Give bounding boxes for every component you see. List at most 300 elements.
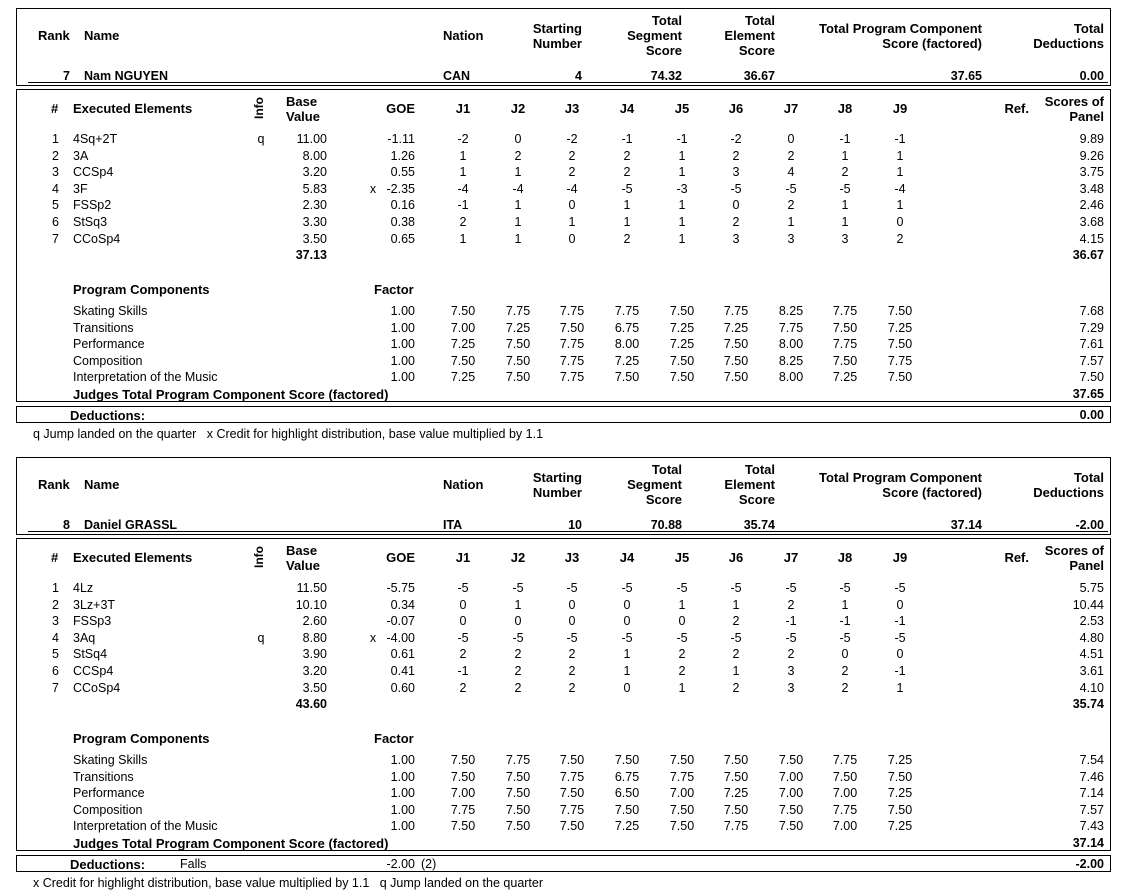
component-judge-score: 7.50 xyxy=(450,819,476,834)
element-judge-score: -5 xyxy=(839,581,851,595)
element-judge-score: 2 xyxy=(459,647,467,662)
component-judge-score: 7.75 xyxy=(559,353,585,368)
element-judge-score: -1 xyxy=(894,132,906,146)
col-goe-header: GOE xyxy=(386,101,415,116)
component-judge-score: 7.50 xyxy=(723,802,749,817)
element-judge-score: 2 xyxy=(732,647,740,662)
element-judge-score: 2 xyxy=(568,165,576,180)
component-judge-score: 7.50 xyxy=(669,753,695,767)
component-panel-score: 7.57 xyxy=(1079,802,1104,817)
element-number: 2 xyxy=(52,148,59,163)
component-name: Performance xyxy=(73,337,145,352)
element-number: 7 xyxy=(52,231,59,246)
component-judge-score: 7.75 xyxy=(559,337,585,352)
element-goe: -2.35 xyxy=(386,181,415,196)
deductions-value: 0.00 xyxy=(1079,69,1104,83)
component-judge-score: 7.75 xyxy=(505,753,531,767)
element-judge-score: -4 xyxy=(566,181,578,196)
element-judge-score: 2 xyxy=(514,148,522,163)
element-number: 6 xyxy=(52,215,59,229)
component-factor: 1.00 xyxy=(390,337,415,352)
element-base-value: 3.30 xyxy=(302,215,327,229)
tes-label-1: Total xyxy=(744,462,775,477)
element-judge-score: -5 xyxy=(839,630,851,645)
element-judge-score: 0 xyxy=(787,132,795,146)
nation-label: Nation xyxy=(443,28,484,43)
col-scores-header-2: Panel xyxy=(1069,558,1104,573)
component-judge-score: 7.50 xyxy=(505,337,531,352)
element-judge-score: -5 xyxy=(676,581,688,595)
element-judge-score: -5 xyxy=(785,630,797,645)
element-judge-score: -1 xyxy=(894,664,906,678)
element-goe: -5.75 xyxy=(386,581,415,595)
element-goe: 0.41 xyxy=(390,664,415,678)
component-judge-score: 7.75 xyxy=(669,769,695,784)
tes-label-3: Score xyxy=(738,43,775,58)
element-judge-score: 2 xyxy=(678,664,686,678)
element-judge-score: 1 xyxy=(896,198,904,213)
component-judge-score: 7.25 xyxy=(887,786,913,801)
element-judge-score: 2 xyxy=(568,148,576,163)
rank-label: Rank xyxy=(38,28,70,43)
component-judge-score: 7.50 xyxy=(669,304,695,318)
component-judge-score: 8.25 xyxy=(778,353,804,368)
component-judge-score: 7.25 xyxy=(832,370,858,385)
starting-label-1: Starting xyxy=(532,470,582,485)
component-panel-score: 7.68 xyxy=(1079,304,1104,318)
component-judge-score: 7.25 xyxy=(450,370,476,385)
component-judge-score: 7.25 xyxy=(887,320,913,335)
element-panel-score: 3.48 xyxy=(1079,181,1104,196)
component-judge-score: 7.50 xyxy=(505,353,531,368)
deduction-count: (2) xyxy=(421,857,437,871)
deductions-value: -2.00 xyxy=(1075,518,1104,532)
element-goe: -0.07 xyxy=(386,614,415,629)
element-number: 5 xyxy=(52,198,59,213)
col-info-header: Info xyxy=(252,97,266,119)
element-judge-score: 0 xyxy=(678,614,686,629)
element-judge-score: -5 xyxy=(457,630,469,645)
tes-label-3: Score xyxy=(738,492,775,507)
element-base-value: 3.50 xyxy=(302,680,327,695)
component-judge-score: 7.75 xyxy=(559,304,585,318)
col-judge-header: J2 xyxy=(510,101,526,116)
component-judge-score: 7.25 xyxy=(505,320,531,335)
element-judge-score: 1 xyxy=(787,215,795,229)
element-judge-score: 0 xyxy=(459,597,467,612)
element-panel-score: 9.89 xyxy=(1079,132,1104,146)
component-judge-score: 7.00 xyxy=(778,769,804,784)
col-scores-header-1: Scores of xyxy=(1044,543,1104,558)
element-judge-score: -5 xyxy=(566,581,578,595)
element-judge-score: -5 xyxy=(457,581,469,595)
component-judge-score: 7.00 xyxy=(450,786,476,801)
element-bonus-marker: x xyxy=(369,181,377,196)
component-judge-score: 7.75 xyxy=(559,370,585,385)
col-judge-header: J5 xyxy=(674,101,690,116)
element-judge-score: 2 xyxy=(841,165,849,180)
component-judge-score: 7.50 xyxy=(559,786,585,801)
component-name: Interpretation of the Music xyxy=(73,370,218,385)
element-judge-score: 1 xyxy=(841,215,849,229)
component-judge-score: 7.25 xyxy=(450,337,476,352)
component-factor: 1.00 xyxy=(390,370,415,385)
component-panel-score: 7.46 xyxy=(1079,769,1104,784)
col-judge-header: J1 xyxy=(455,101,471,116)
footnote: x Credit for highlight distribution, base value multiplied by 1.1 q Jump landed on the quarter xyxy=(33,876,544,890)
element-judge-score: 0 xyxy=(568,597,576,612)
component-judge-score: 8.00 xyxy=(778,370,804,385)
element-judge-score: 3 xyxy=(787,664,795,678)
col-goe-header: GOE xyxy=(386,550,415,565)
component-panel-score: 7.54 xyxy=(1079,753,1104,767)
deductions-total: 0.00 xyxy=(1079,408,1104,422)
element-panel-score: 4.51 xyxy=(1079,647,1104,662)
tss-label-3: Score xyxy=(645,492,682,507)
element-goe: 0.55 xyxy=(390,165,415,180)
component-judge-score: 7.75 xyxy=(559,802,585,817)
element-judge-score: 1 xyxy=(896,680,904,695)
element-judge-score: -5 xyxy=(676,630,688,645)
element-judge-score: 1 xyxy=(732,597,740,612)
element-base-value: 5.83 xyxy=(302,181,327,196)
footnote: q Jump landed on the quarter x Credit for highlight distribution, base value multiplied by 1.1 xyxy=(33,427,544,441)
component-judge-score: 7.50 xyxy=(832,320,858,335)
element-judge-score: 4 xyxy=(787,165,795,180)
element-base-value: 3.50 xyxy=(302,231,327,246)
summary-underline xyxy=(28,531,1108,532)
element-judge-score: -5 xyxy=(621,581,633,595)
component-judge-score: 7.75 xyxy=(832,304,858,318)
element-judge-score: -5 xyxy=(785,181,797,196)
element-judge-score: 0 xyxy=(732,198,740,213)
component-judge-score: 7.50 xyxy=(723,769,749,784)
element-judge-score: 1 xyxy=(623,198,631,213)
component-judge-score: 7.50 xyxy=(778,753,804,767)
element-goe: 0.65 xyxy=(390,231,415,246)
element-number: 3 xyxy=(52,165,59,180)
ded-label-2: Deductions xyxy=(1033,485,1104,500)
component-judge-score: 7.50 xyxy=(778,802,804,817)
element-judge-score: -1 xyxy=(839,614,851,629)
starting-number-value: 10 xyxy=(568,518,582,532)
judges-total-value: 37.14 xyxy=(1072,836,1104,850)
col-ref-header: Ref. xyxy=(1004,550,1029,565)
nation-label: Nation xyxy=(443,477,484,492)
base-value-total: 37.13 xyxy=(295,248,327,262)
component-judge-score: 7.75 xyxy=(778,320,804,335)
element-judge-score: 0 xyxy=(514,132,522,146)
element-judge-score: 0 xyxy=(896,597,904,612)
component-judge-score: 7.50 xyxy=(505,786,531,801)
element-panel-score: 5.75 xyxy=(1079,581,1104,595)
pc-factor-header: Factor xyxy=(374,282,414,297)
component-judge-score: 7.50 xyxy=(669,819,695,834)
component-judge-score: 7.25 xyxy=(669,337,695,352)
col-base-header-2: Value xyxy=(286,109,320,124)
component-name: Composition xyxy=(73,353,143,368)
component-judge-score: 8.00 xyxy=(614,337,640,352)
tss-label-3: Score xyxy=(645,43,682,58)
component-judge-score: 7.50 xyxy=(723,370,749,385)
element-judge-score: -1 xyxy=(457,664,469,678)
element-judge-score: 1 xyxy=(678,680,686,695)
col-judge-header: J6 xyxy=(728,550,744,565)
col-ref-header: Ref. xyxy=(1004,101,1029,116)
element-name: 3F xyxy=(73,181,88,196)
component-factor: 1.00 xyxy=(390,819,415,834)
element-goe: 0.16 xyxy=(390,198,415,213)
element-judge-score: -5 xyxy=(894,581,906,595)
ded-label-2: Deductions xyxy=(1033,36,1104,51)
element-judge-score: 1 xyxy=(568,215,576,229)
element-base-value: 2.30 xyxy=(302,198,327,213)
component-judge-score: 7.75 xyxy=(887,353,913,368)
component-panel-score: 7.14 xyxy=(1079,786,1104,801)
col-judge-header: J5 xyxy=(674,550,690,565)
component-judge-score: 7.50 xyxy=(614,370,640,385)
element-judge-score: 2 xyxy=(514,680,522,695)
component-name: Transitions xyxy=(73,320,134,335)
component-judge-score: 7.50 xyxy=(723,337,749,352)
component-judge-score: 7.50 xyxy=(614,753,640,767)
col-judge-header: J7 xyxy=(783,550,799,565)
component-judge-score: 7.25 xyxy=(887,753,913,767)
element-judge-score: 1 xyxy=(896,165,904,180)
element-judge-score: 2 xyxy=(459,215,467,229)
element-judge-score: -1 xyxy=(785,614,797,629)
component-judge-score: 7.75 xyxy=(832,802,858,817)
element-judge-score: 2 xyxy=(514,664,522,678)
element-name: 4Sq+2T xyxy=(73,132,118,146)
component-judge-score: 7.50 xyxy=(669,370,695,385)
element-judge-score: 1 xyxy=(514,231,522,246)
component-judge-score: 7.50 xyxy=(723,753,749,767)
tpcs-label-1: Total Program Component xyxy=(819,21,982,36)
element-judge-score: -5 xyxy=(839,181,851,196)
element-judge-score: 0 xyxy=(623,597,631,612)
element-judge-score: -4 xyxy=(894,181,906,196)
col-judge-header: J9 xyxy=(892,101,908,116)
element-name: 3Lz+3T xyxy=(73,597,116,612)
starting-label-1: Starting xyxy=(532,21,582,36)
tss-label-2: Segment xyxy=(627,28,682,43)
element-judge-score: 0 xyxy=(623,680,631,695)
elements-total: 35.74 xyxy=(1072,697,1104,711)
element-judge-score: 1 xyxy=(896,148,904,163)
element-number: 7 xyxy=(52,680,59,695)
element-judge-score: 3 xyxy=(732,165,740,180)
element-judge-score: 1 xyxy=(623,215,631,229)
component-factor: 1.00 xyxy=(390,753,415,767)
element-judge-score: 1 xyxy=(678,231,686,246)
component-panel-score: 7.57 xyxy=(1079,353,1104,368)
element-panel-score: 4.10 xyxy=(1079,680,1104,695)
element-judge-score: 1 xyxy=(514,215,522,229)
component-judge-score: 7.25 xyxy=(614,353,640,368)
element-judge-score: 2 xyxy=(896,231,904,246)
element-judge-score: 1 xyxy=(459,231,467,246)
element-judge-score: -1 xyxy=(894,614,906,629)
component-judge-score: 7.75 xyxy=(832,753,858,767)
element-name: 4Lz xyxy=(73,581,94,595)
component-judge-score: 7.00 xyxy=(778,786,804,801)
deductions-total: -2.00 xyxy=(1075,857,1104,871)
element-judge-score: 2 xyxy=(459,680,467,695)
col-judge-header: J9 xyxy=(892,550,908,565)
component-panel-score: 7.61 xyxy=(1079,337,1104,352)
col-scores-header-2: Panel xyxy=(1069,109,1104,124)
element-info: q xyxy=(257,630,265,645)
element-number: 1 xyxy=(52,581,59,595)
element-judge-score: 2 xyxy=(568,664,576,678)
component-factor: 1.00 xyxy=(390,304,415,318)
element-panel-score: 3.61 xyxy=(1079,664,1104,678)
element-judge-score: 2 xyxy=(732,215,740,229)
element-base-value: 3.20 xyxy=(302,664,327,678)
deductions-label: Deductions: xyxy=(70,857,146,872)
component-judge-score: 7.75 xyxy=(832,337,858,352)
component-judge-score: 7.50 xyxy=(832,769,858,784)
element-judge-score: 2 xyxy=(623,231,631,246)
element-judge-score: 1 xyxy=(841,198,849,213)
element-judge-score: 2 xyxy=(623,148,631,163)
element-bonus-marker: x xyxy=(369,630,377,645)
element-panel-score: 10.44 xyxy=(1072,597,1104,612)
element-judge-score: -5 xyxy=(512,581,524,595)
element-judge-score: -5 xyxy=(621,630,633,645)
element-goe: 0.34 xyxy=(390,597,415,612)
element-base-value: 11.00 xyxy=(296,132,327,146)
component-factor: 1.00 xyxy=(390,802,415,817)
element-base-value: 11.50 xyxy=(296,581,327,595)
skater-name: Nam NGUYEN xyxy=(84,69,169,83)
name-label: Name xyxy=(84,28,120,43)
element-judge-score: 1 xyxy=(514,597,522,612)
pc-factor-header: Factor xyxy=(374,731,414,746)
pc-title: Program Components xyxy=(73,282,210,297)
tes-value: 35.74 xyxy=(743,518,775,532)
element-judge-score: 1 xyxy=(732,664,740,678)
col-base-header-1: Base xyxy=(286,94,318,109)
deduction-type: Falls xyxy=(180,857,207,871)
element-judge-score: 0 xyxy=(459,614,467,629)
element-judge-score: 1 xyxy=(841,148,849,163)
element-judge-score: 1 xyxy=(459,148,467,163)
element-goe: 1.26 xyxy=(390,148,415,163)
component-judge-score: 7.50 xyxy=(887,802,913,817)
component-judge-score: 7.50 xyxy=(450,753,476,767)
col-executed-header: Executed Elements xyxy=(73,550,193,565)
tpcs-label-2: Score (factored) xyxy=(882,485,982,500)
judges-total-label: Judges Total Program Component Score (factored) xyxy=(73,836,389,851)
tes-label-2: Element xyxy=(724,28,775,43)
component-name: Transitions xyxy=(73,769,134,784)
element-judge-score: -1 xyxy=(457,198,469,213)
element-judge-score: 1 xyxy=(459,165,467,180)
tss-label-2: Segment xyxy=(627,477,682,492)
col-judge-header: J8 xyxy=(837,550,853,565)
base-value-total: 43.60 xyxy=(295,697,327,711)
component-judge-score: 7.75 xyxy=(723,304,749,318)
element-goe: 0.61 xyxy=(390,647,415,662)
starting-number-value: 4 xyxy=(575,69,582,83)
element-judge-score: 1 xyxy=(623,647,631,662)
component-judge-score: 7.75 xyxy=(559,769,585,784)
element-judge-score: 1 xyxy=(678,215,686,229)
element-number: 3 xyxy=(52,614,59,629)
col-judge-header: J6 xyxy=(728,101,744,116)
element-panel-score: 2.46 xyxy=(1079,198,1104,213)
component-judge-score: 7.25 xyxy=(614,819,640,834)
component-judge-score: 7.50 xyxy=(559,819,585,834)
component-judge-score: 7.50 xyxy=(887,370,913,385)
component-judge-score: 7.50 xyxy=(559,320,585,335)
element-name: CCSp4 xyxy=(73,664,114,678)
element-judge-score: 0 xyxy=(568,198,576,213)
nation-value: CAN xyxy=(443,69,471,83)
element-judge-score: 3 xyxy=(841,231,849,246)
element-judge-score: -5 xyxy=(730,630,742,645)
name-label: Name xyxy=(84,477,120,492)
element-number: 1 xyxy=(52,132,59,146)
element-number: 4 xyxy=(52,181,59,196)
element-panel-score: 2.53 xyxy=(1079,614,1104,629)
col-judge-header: J2 xyxy=(510,550,526,565)
nation-value: ITA xyxy=(443,518,463,532)
component-judge-score: 7.50 xyxy=(559,753,585,767)
element-base-value: 10.10 xyxy=(295,597,327,612)
element-judge-score: 0 xyxy=(514,614,522,629)
rank-value: 8 xyxy=(63,518,70,532)
element-judge-score: -5 xyxy=(730,181,742,196)
element-judge-score: -2 xyxy=(457,132,469,146)
component-judge-score: 7.25 xyxy=(723,320,749,335)
element-judge-score: 0 xyxy=(896,215,904,229)
element-judge-score: 2 xyxy=(841,664,849,678)
component-judge-score: 7.00 xyxy=(832,819,858,834)
col-scores-header-1: Scores of xyxy=(1044,94,1104,109)
tpcs-label-2: Score (factored) xyxy=(882,36,982,51)
element-judge-score: -3 xyxy=(676,181,688,196)
component-judge-score: 7.50 xyxy=(505,769,531,784)
component-judge-score: 6.75 xyxy=(614,320,640,335)
tes-label-1: Total xyxy=(744,13,775,28)
component-judge-score: 8.25 xyxy=(778,304,804,318)
element-base-value: 2.60 xyxy=(302,614,327,629)
component-judge-score: 7.00 xyxy=(669,786,695,801)
component-judge-score: 7.50 xyxy=(450,769,476,784)
summary-underline xyxy=(28,82,1108,83)
element-judge-score: -5 xyxy=(730,581,742,595)
element-panel-score: 3.75 xyxy=(1079,165,1104,180)
component-judge-score: 7.50 xyxy=(887,769,913,784)
element-base-value: 3.20 xyxy=(302,165,327,180)
element-name: 3A xyxy=(73,148,89,163)
tes-value: 36.67 xyxy=(743,69,775,83)
element-judge-score: 2 xyxy=(732,148,740,163)
col-judge-header: J4 xyxy=(619,550,635,565)
element-goe: -1.11 xyxy=(387,132,415,146)
element-name: CCoSp4 xyxy=(73,680,121,695)
element-name: FSSp2 xyxy=(73,198,112,213)
col-judge-header: J3 xyxy=(564,550,580,565)
element-judge-score: 3 xyxy=(787,231,795,246)
element-judge-score: 2 xyxy=(623,165,631,180)
element-judge-score: 2 xyxy=(568,680,576,695)
element-judge-score: -5 xyxy=(621,181,633,196)
element-judge-score: 0 xyxy=(568,231,576,246)
